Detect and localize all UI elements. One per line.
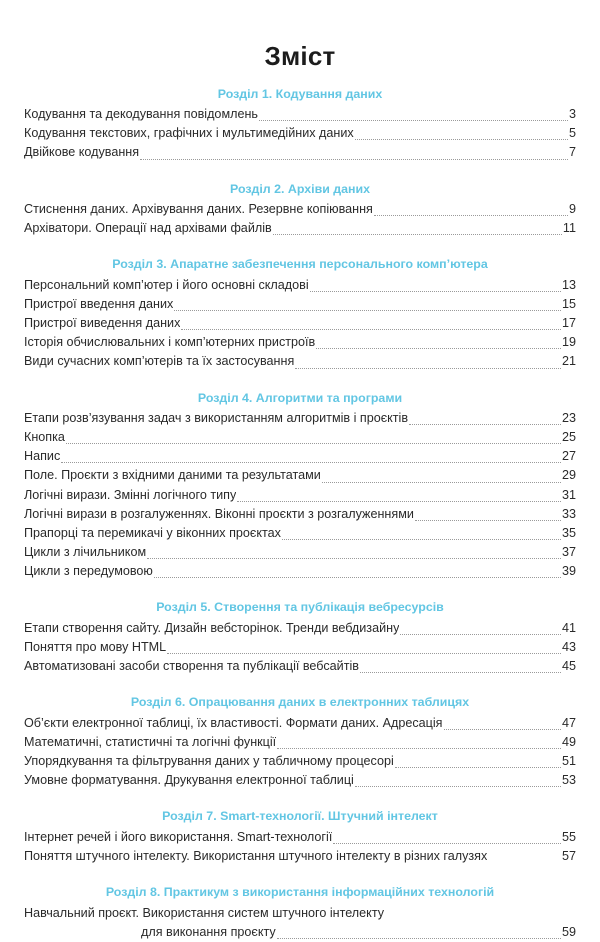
section-entries (24, 904, 576, 942)
toc-page-number: 17 (561, 316, 576, 331)
toc-entry-label: Кнопка (24, 430, 65, 445)
section-entries (24, 828, 576, 866)
toc-entry-label: Автоматизовані засоби створення та публікації вебсайтів (24, 659, 359, 674)
toc-entry-label: Інтернет речей і його використання. Smart-технології (24, 829, 333, 844)
toc-entry-label: Кодування текстових, графічних і мультимедійних даних (24, 126, 354, 141)
toc-section (24, 809, 576, 866)
toc-page-number: 51 (561, 753, 576, 768)
toc-entry[interactable] (24, 619, 576, 638)
toc-entry[interactable] (24, 847, 576, 866)
toc-leader-dots (444, 728, 561, 730)
toc-entry-label: Об’єкти електронної таблиці, їх властивості. Формати даних. Адресація (24, 715, 443, 730)
toc-entry-label: Умовне форматування. Друкування електронної таблиці (24, 773, 354, 788)
section-heading: Розділ 8. Практикум з використання інформаційних технологій (105, 885, 495, 900)
toc-entry-label: Стиснення даних. Архівування даних. Резервне копіювання (24, 202, 373, 217)
section-entries (24, 276, 576, 372)
toc-entry[interactable] (24, 219, 576, 238)
toc-leader-dots (333, 842, 561, 844)
toc-leader-dots (488, 862, 561, 863)
toc-leader-dots (395, 766, 561, 768)
toc-leader-dots (237, 500, 561, 502)
toc-leader-dots (277, 747, 561, 749)
toc-leader-dots (273, 233, 562, 235)
toc-page-number: 31 (561, 487, 576, 502)
toc-entry[interactable] (24, 904, 576, 942)
toc-leader-dots (295, 367, 561, 369)
toc-entry-label: Математичні, статистичні та логічні функції (24, 734, 277, 749)
toc-entry[interactable] (24, 200, 576, 219)
toc-entry-label-line2: для виконання проєкту (141, 924, 276, 939)
section-entries (24, 105, 576, 162)
toc-entry[interactable] (24, 505, 576, 524)
toc-entry[interactable] (24, 771, 576, 790)
toc-leader-dots (316, 347, 561, 349)
toc-section (24, 885, 576, 942)
toc-leader-dots (322, 481, 561, 483)
section-heading: Розділ 5. Створення та публікація вебресурсів (156, 600, 444, 615)
toc-page-number: 27 (561, 449, 576, 464)
toc-leader-dots (154, 576, 561, 578)
toc-page-number: 13 (561, 277, 576, 292)
toc-entry-label: Поле. Проєкти з вхідними даними та результатами (24, 468, 321, 483)
toc-entry-label: Прапорці та перемикачі у віконних проєктах (24, 525, 281, 540)
toc-entry-label: Види сучасних комп’ютерів та їх застосування (24, 354, 295, 369)
toc-entry-label: Поняття про мову HTML (24, 639, 167, 654)
toc-page-number: 5 (568, 126, 576, 141)
section-heading: Розділ 6. Опрацювання даних в електронних таблицях (130, 695, 470, 710)
toc-entry[interactable] (24, 276, 576, 295)
toc-entry-label: Етапи створення сайту. Дизайн вебсторінок. Тренди вебдизайну (24, 620, 400, 635)
toc-section (24, 182, 576, 239)
toc-page-number: 57 (561, 848, 576, 863)
toc-page-number: 41 (561, 620, 576, 635)
toc-list (24, 87, 576, 942)
toc-page-number: 15 (561, 296, 576, 311)
toc-leader-dots (310, 290, 561, 292)
toc-page-number: 11 (562, 221, 576, 236)
toc-entry[interactable] (24, 447, 576, 466)
toc-entry[interactable] (24, 409, 576, 428)
toc-page-number: 45 (561, 659, 576, 674)
toc-entry-label: Архіватори. Операції над архівами файлів (24, 221, 272, 236)
toc-entry[interactable] (24, 524, 576, 543)
toc-section (24, 695, 576, 790)
toc-section (24, 87, 576, 163)
toc-entry[interactable] (24, 428, 576, 447)
section-entries (24, 200, 576, 238)
toc-entry-label: Персональний комп’ютер і його основні складові (24, 277, 309, 292)
toc-entry[interactable] (24, 466, 576, 485)
toc-leader-dots (282, 538, 561, 540)
toc-entry[interactable] (24, 562, 576, 581)
toc-entry[interactable] (24, 486, 576, 505)
toc-leader-dots (355, 138, 568, 140)
toc-entry-label: Двійкове кодування (24, 145, 140, 160)
toc-entry-label: Історія обчислювальних і комп’ютерних пристроїв (24, 335, 316, 350)
toc-entry[interactable] (24, 828, 576, 847)
toc-section (24, 257, 576, 371)
toc-leader-dots (61, 461, 561, 463)
toc-entry-label: Цикли з передумовою (24, 564, 153, 579)
toc-page-number: 59 (561, 924, 576, 939)
toc-entry-label: Упорядкування та фільтрування даних у табличному процесорі (24, 753, 394, 768)
toc-page-number: 43 (561, 639, 576, 654)
toc-page-number: 39 (561, 564, 576, 579)
toc-section (24, 600, 576, 676)
section-entries (24, 619, 576, 676)
section-entries (24, 409, 576, 581)
toc-entry-label: Цикли з лічильником (24, 544, 147, 559)
toc-page-number: 3 (568, 107, 576, 122)
toc-entry-label: Навчальний проєкт. Використання систем штучного інтелекту (24, 905, 385, 920)
toc-leader-dots (147, 557, 561, 559)
toc-page-number: 55 (561, 829, 576, 844)
toc-entry[interactable] (24, 295, 576, 314)
toc-leader-dots (140, 158, 568, 160)
toc-page-number: 47 (561, 715, 576, 730)
toc-leader-dots (167, 652, 561, 654)
toc-section (24, 391, 576, 582)
toc-leader-dots (415, 519, 561, 521)
toc-page-number: 19 (561, 335, 576, 350)
page-title: Зміст (264, 41, 336, 71)
section-heading: Розділ 4. Алгоритми та програми (197, 390, 403, 405)
toc-entry-label-continued (24, 923, 576, 942)
toc-page-number: 37 (561, 544, 576, 559)
toc-entry[interactable] (24, 333, 576, 352)
toc-entry[interactable] (24, 105, 576, 124)
toc-entry[interactable] (24, 143, 576, 162)
toc-leader-dots (400, 633, 561, 635)
section-heading: Розділ 2. Архіви даних (229, 181, 371, 196)
toc-page-number: 29 (561, 468, 576, 483)
section-heading: Розділ 7. Smart-технології. Штучний інтелект (162, 809, 438, 824)
toc-entry-label: Пристрої введення даних (24, 296, 174, 311)
toc-page-number: 21 (561, 354, 576, 369)
toc-entry-label: Логічні вирази в розгалуженнях. Віконні проєкти з розгалуженнями (24, 506, 414, 521)
toc-entry[interactable] (24, 352, 576, 371)
toc-entry[interactable] (24, 733, 576, 752)
toc-entry-label: Логічні вирази. Змінні логічного типу (24, 487, 237, 502)
toc-page-number: 33 (561, 506, 576, 521)
toc-entry-label: Кодування та декодування повідомлень (24, 107, 258, 122)
section-entries (24, 714, 576, 791)
toc-leader-dots (409, 423, 561, 425)
toc-entry-label: Поняття штучного інтелекту. Використання штучного інтелекту в різних галузях (24, 848, 488, 863)
section-heading: Розділ 1. Кодування даних (217, 86, 383, 101)
toc-leader-dots (66, 442, 561, 444)
toc-page-number: 49 (561, 734, 576, 749)
toc-entry[interactable] (24, 124, 576, 143)
toc-page-number: 9 (568, 202, 576, 217)
toc-leader-dots (277, 937, 561, 939)
toc-page-number: 23 (561, 411, 576, 425)
toc-entry-label: Напис (24, 449, 61, 464)
toc-entry[interactable] (24, 543, 576, 562)
toc-leader-dots (174, 309, 561, 311)
toc-leader-dots (259, 119, 568, 121)
toc-entry[interactable] (24, 638, 576, 657)
toc-entry[interactable] (24, 752, 576, 771)
toc-page-number: 7 (568, 145, 576, 160)
toc-entry-label: Пристрої виведення даних (24, 316, 181, 331)
toc-entry-label: Етапи розв’язування задач з використанням алгоритмів і проєктів (24, 411, 409, 425)
toc-entry[interactable] (24, 314, 576, 333)
toc-leader-dots (181, 328, 561, 330)
toc-leader-dots (360, 671, 561, 673)
toc-entry[interactable] (24, 714, 576, 733)
toc-page-number: 53 (561, 773, 576, 788)
section-heading: Розділ 3. Апаратне забезпечення персонального комп’ютера (112, 257, 488, 272)
toc-page-number: 35 (561, 525, 576, 540)
toc-page-number: 25 (561, 430, 576, 445)
toc-leader-dots (374, 214, 568, 216)
toc-leader-dots (355, 785, 561, 787)
toc-entry[interactable] (24, 657, 576, 676)
